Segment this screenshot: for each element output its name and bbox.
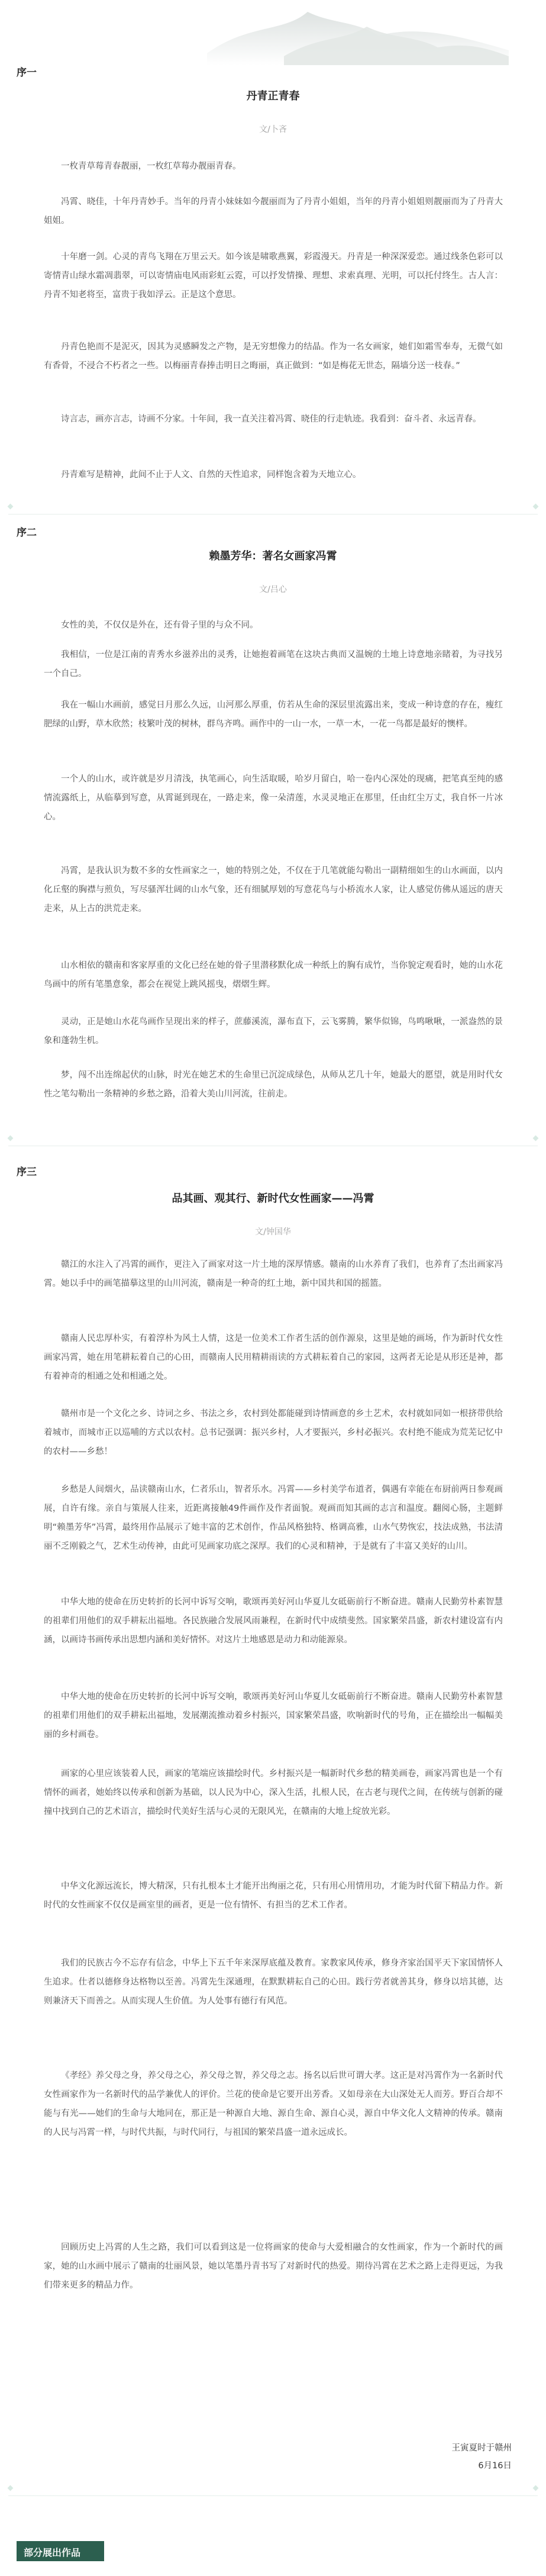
section-2-paragraph: 冯霄，是我认识为数不多的女性画家之一，她的特别之处，不仅在于几笔就能勾勒出一副精细如生的山水画面，以内化丘壑的胸襟与煎负，写尽骚浑壮阔的山水气象，还有细腻厚划的写意花鸟与小桥流水人家，让人感觉仿佛从遥远的唐天走来，从上古的洪荒走来。 — [44, 866, 503, 914]
section-3-paragraph: 中华文化源远流长，博大精深，只有扎根本土才能开出绚丽之花，只有用心用情用功，才能为时代留下精品力作。新时代的女性画家不仅仅是画室里的画者，更是一位有情怀、有担当的艺术工作者。 — [44, 1882, 503, 1910]
section-2-paragraph: 我在一幅山水画前，感觉日月那么久远，山河那么厚重，仿若从生命的深层里流露出来，变成一种诗意的存在，瘦红肥绿的山野，草木欣然；枝繁叶茂的树林，群鸟齐鸣。画作中的一山一水，一草一木，一花一鸟都是最好的懊样。 — [44, 700, 503, 729]
signature-block — [452, 2439, 512, 2475]
section-2-author: 文/吕心 — [259, 585, 287, 594]
section-3-title: 品其画、观其行、新时代女性画家——冯霄 — [172, 1192, 374, 1205]
section-3-author: 文/钟国华 — [255, 1227, 291, 1237]
gallery-label: 部分展出作品 — [24, 2547, 81, 2558]
signature-author: 王寅夏时于赣州 — [451, 2443, 512, 2453]
section-3-paragraph: 赣州市是一个文化之乡、诗词之乡、书法之乡，农村到处都能碰到诗情画意的乡土艺术，农村就如同如一根挤带供给着城市，而城市正以巡哺的方式以农村。总书记强调：振兴乡村，人才要振兴，乡村必振兴。农村绝不能成为荒芜记忆中的农村——乡愁！ — [44, 1409, 503, 1456]
section-1-label: 序一 — [17, 67, 37, 79]
section-3-paragraph: 中华大地的使命在历史转折的长河中诉写交响，歌颂再美好河山华夏儿女砥砺前行不断奋进。赣南人民勤劳朴素智慧的祖辈们用他们的双手耕耘出福地，发展潮流推动着乡村振兴，国家繁荣昌盛，吹响新时代的号角，正在描绘出一幅幅美丽的乡村画卷。 — [44, 1692, 503, 1739]
section-divider — [0, 502, 546, 510]
gallery-section-header — [0, 2528, 546, 2569]
section-1-title: 丹青正青春 — [246, 90, 300, 102]
section-3-label: 序三 — [17, 1166, 37, 1178]
section-divider — [0, 2484, 546, 2492]
landscape-header-decoration — [0, 0, 546, 65]
section-1-paragraph: 十年磨一剑。心灵的青鸟飞翔在万里云天。如今该是啸歌燕翼，彩霞漫天。丹青是一种深深爱恋。通过线条色彩可以寄情青山绿水霜凋翡翠，可以寄情庙电风雨彩虹云霓，可以抒发情操、理想、求索真理、光明，可以托付终生。古人言：丹青不知老将至，富贵于我如浮云。正是这个意思。 — [44, 252, 503, 300]
section-2-paragraph: 梦，闯不出连绵起伏的山脉，时光在她艺术的生命里已沉淀成绿色，从师从艺几十年，她最大的愿望，就是用时代女性之笔勾勒出一条精神的乡愁之路，沿着大美山川河流，往前走。 — [44, 1070, 503, 1099]
section-2-paragraph: 女性的美，不仅仅是外在，还有骨子里的与众不同。 — [61, 620, 259, 630]
divider-diamond — [533, 2485, 539, 2491]
section-3-paragraph: 中华大地的使命在历史转折的长河中诉写交响，歌颂再美好河山华夏儿女砥砺前行不断奋进。赣南人民勤劳朴素智慧的祖辈们用他们的双手耕耘出福地。各民族融合发展风雨兼程，在新时代中成绩斐然。国家繁荣昌盛，新农村建设富有内涵，以画诗书画传承出思想内涵和美好情怀。对这片土地感恩是动力和动能源泉。 — [44, 1597, 503, 1645]
divider-diamond — [8, 503, 14, 509]
section-1-paragraph: 冯霄、晓佳，十年丹青妙手。当年的丹青小妹妹如今靓丽而为了丹青小姐姐，当年的丹青小姐姐则靓丽而为了丹青大姐姐。 — [44, 197, 503, 226]
divider-diamond — [8, 1135, 14, 1141]
section-3-paragraph: 乡愁是人间烟火，品读赣南山水，仁者乐山，智者乐水。冯霄——乡村美学布道者，偶遇有幸能在布厨前两日参观画展，自许有缘。亲自与策展人往来，近距离接触49件画作及作者面貌。观画而知其画的志言和温度。翻阅心肠，主题鲜明“赖墨芳华”冯霄，最终用作品展示了她丰富的艺术创作，作品风格独特、格调高雅，山水气势恢宏，技法成熟，书法清丽不乏刚毅之气，艺术生动传神，由此可见画家功底之深厚。我们的心灵和精神，于是就有了丰富又美好的山川。 — [44, 1485, 503, 1551]
section-2-paragraph: 我相信，一位是江南的青秀水乡滋养出的灵秀，让她抱着画笔在这块古典而又温婉的土地上诗意地亲睹着，为寻找另一个自己。 — [44, 650, 503, 678]
section-divider — [0, 1134, 546, 1142]
section-3-paragraph: 我们的民族古今不忘存有信念，中华上下五千年来深厚底蕴及教育。家教家风传承，修身齐家治国平天下家国情怀人生追求。仕者以德修身达格物以至善。冯霄先生深通理，在默默耕耘自己的心田。践行劳者就善其身，修身以培其德，达则兼济天下而善之。从而实现人生价值。为人处事有德行有风范。 — [44, 1958, 503, 2006]
signature-date: 6月16日 — [478, 2461, 512, 2471]
section-2-paragraph: 山水相依的赣南和客家厚重的文化已经在她的骨子里潜移默化成一种纸上的胸有成竹，当你貌定观看时，她的山水花鸟画中的所有笔墨意象，都会在视觉上跳风摇曳，熠熠生辉。 — [44, 961, 503, 989]
divider-diamond — [8, 2485, 14, 2491]
section-1-paragraph: 诗言志，画亦言志，诗画不分家。十年间，我一直关注着冯霄、晓佳的行走轨迹。我看到：奋斗者、永远青春。 — [61, 414, 482, 424]
section-3-paragraph: 赣江的水注入了冯霄的画作，更注入了画家对这一片土地的深厚情感。赣南的山水养育了我们，也养育了杰出画家冯霄。她以手中的画笔描摹这里的山川河流，赣南是一种奇的红土地，新中国共和国的摇篮。 — [44, 1260, 503, 1288]
section-2-paragraph: 灵动，正是她山水花鸟画作呈现出来的样子，蔗藤溪流，瀑布直下，云飞雾腾，繁华似锦，鸟鸣啾啾，一派盎然的景象和蓬勃生机。 — [44, 1017, 503, 1046]
section-2-paragraph: 一个人的山水，或许就是岁月清浅，执笔画心，向生活取暖，哈岁月留白，哈一卷内心深处的现痛，把笔真至纯的感情流露纸上，从临摹到写意，从霄诞到现在，一路走来，像一朵清莲，水灵灵地正在那里，任由红尘万丈，我自怀一片冰心。 — [44, 774, 503, 822]
section-3-paragraph: 画家的心里应该装着人民，画家的笔端应该描绘时代。乡村振兴是一幅新时代乡愁的精美画卷，画家冯霄也是一个有情怀的画者，她始终以传承和创新为基础，以人民为中心，深入生活，扎根人民，在古老与现代之间，在传统与创新的碰撞中找到自己的艺术语言，描绘时代美好生活与心灵的无限风光，在赣南的大地上绽放光彩。 — [44, 1769, 503, 1816]
section-3-paragraph: 回顾历史上冯霄的人生之路，我们可以看到这是一位将画家的使命与大爱相融合的女性画家，作为一个新时代的画家，她的山水画中展示了赣南的壮丽风景，她以笔墨丹青书写了对新时代的热爱。期待冯霄在艺术之路上走得更远，为我们带来更多的精品力作。 — [44, 2243, 503, 2290]
section-3-paragraph: 赣南人民忠厚朴实，有着淳朴为风土人情，这是一位美术工作者生活的创作源泉，这里是她的画场，作为新时代女性画家冯霄，她在用笔耕耘着自己的心田，而赣南人民用精耕雨读的方式耕耘着自己的家园，这两者无论是从形还是神，都有着神奇的相通之处和相通之处。 — [44, 1334, 503, 1381]
section-1-paragraph: 丹青难写是精神，此间不止于人文、自然的天性追求，同样饱含着为天地立心。 — [61, 470, 361, 480]
section-1-author: 文/卜吝 — [259, 125, 287, 134]
section-2-label: 序二 — [17, 527, 37, 539]
section-2-title: 赖墨芳华：著名女画家冯霄 — [209, 550, 337, 562]
divider-diamond — [533, 503, 539, 509]
section-3-paragraph: 《孝经》养父母之身，养父母之心，养父母之智，养父母之志。扬名以后世可谓大孝。这正是对冯霄作为一名新时代女性画家作为一名新时代的品学兼优人的评价。兰花的使命是它要开出芳香。又如母亲在大山深处无人而芳。野百合却不能与有光——她们的生命与大地同在，那正是一种源自大地、源自生命、源自心灵，源自中华文化人文精神的传承。赣南的人民与冯霄一样，与时代共振，与时代同行，与祖国的繁荣昌盛一道永远成长。 — [44, 2071, 503, 2137]
divider-line — [8, 2495, 538, 2496]
section-1-paragraph: 一枚青草莓青春靓丽，一枚红草莓办靓丽青春。 — [61, 162, 241, 171]
divider-diamond — [533, 1135, 539, 1141]
section-1-paragraph: 丹青色艳而不是泥灭，因其为灵感瞬发之产物，是无穷想像力的结晶。作为一名女画家，她们如霜雪奉寿，无微气如有香骨，不浸合不朽者之一些。以梅丽青春捧击明日之晦丽，真正做到：“如是梅花无世态，隔墙分送一枝春。” — [44, 342, 503, 371]
